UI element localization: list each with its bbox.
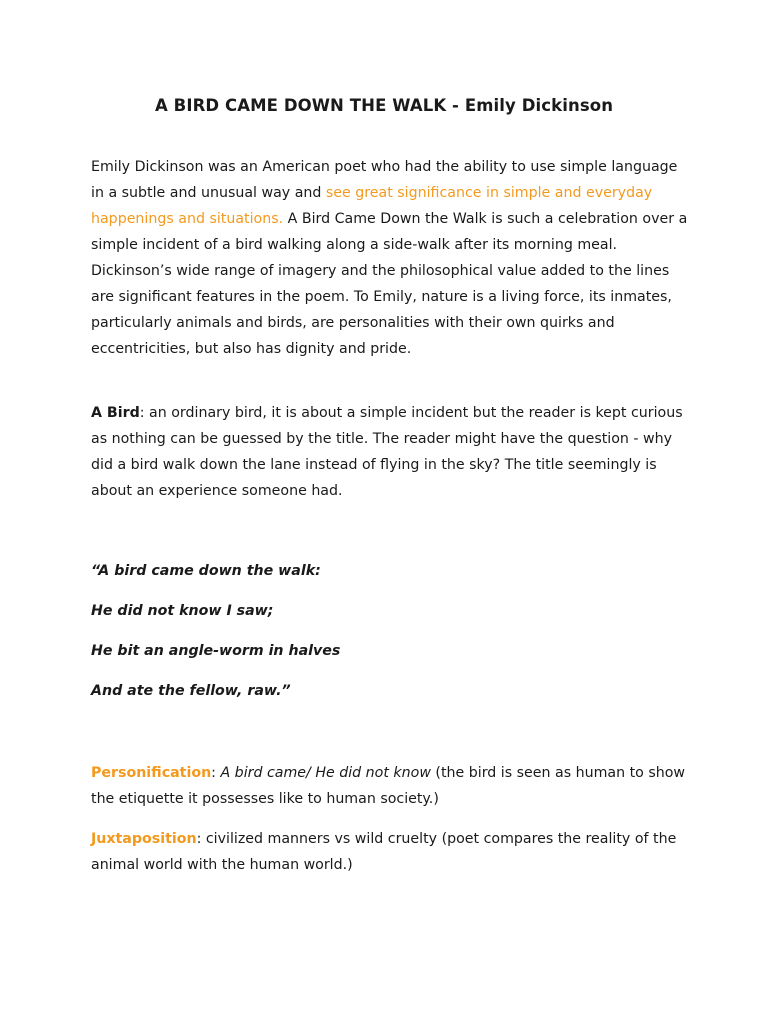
quote-line-1: “A bird came down the walk: (91, 563, 321, 579)
intro-text-2: A Bird Came Down the Walk is such a celebration over a simple incident of a bird walking along a side-walk after its morning meal. Dickinson’s wide range of imagery and the philosophical value added to the lines are significant features in the poem. To Emily, nature is a living force, its inmates, particularly animals and birds, are personalities with their own quirks and eccentricities, but also has dignity and pride. (91, 211, 688, 357)
a-bird-term: A Bird (91, 405, 140, 421)
personification-example: A bird came/ He did not know (220, 765, 431, 781)
personification-sep: : (211, 765, 221, 781)
personification-text: (the bird is seen as human to show the etiquette it possesses like to human society.) (91, 765, 686, 807)
personification-term: Personification (91, 765, 212, 781)
quote-line-4: And ate the fellow, raw.” (91, 683, 291, 699)
document-title: A BIRD CAME DOWN THE WALK - Emily Dickinson (154, 96, 614, 115)
a-bird-text: : an ordinary bird, it is about a simple incident but the reader is kept curious as nothing can be guessed by the title. The reader might have the question - why did a bird walk down the lane instead of flying in the sky? The title seemingly is about an experience someone had. (91, 405, 683, 499)
quote-line-3: He bit an angle-worm in halves (91, 643, 341, 659)
quote-line-2: He did not know I saw; (91, 603, 274, 619)
juxtaposition-term: Juxtaposition (91, 831, 197, 847)
intro-paragraph (91, 154, 691, 362)
intro-text-1: Emily Dickinson was an American poet who had the ability to use simple language in a subtle and unusual way and (91, 159, 678, 201)
personification-paragraph (91, 760, 691, 812)
a-bird-paragraph (91, 400, 691, 504)
juxtaposition-paragraph (91, 826, 691, 878)
intro-highlight: see great significance in simple and everyday happenings and situations. (91, 185, 653, 227)
juxtaposition-text: : civilized manners vs wild cruelty (poet compares the reality of the animal world with the human world.) (91, 831, 677, 873)
